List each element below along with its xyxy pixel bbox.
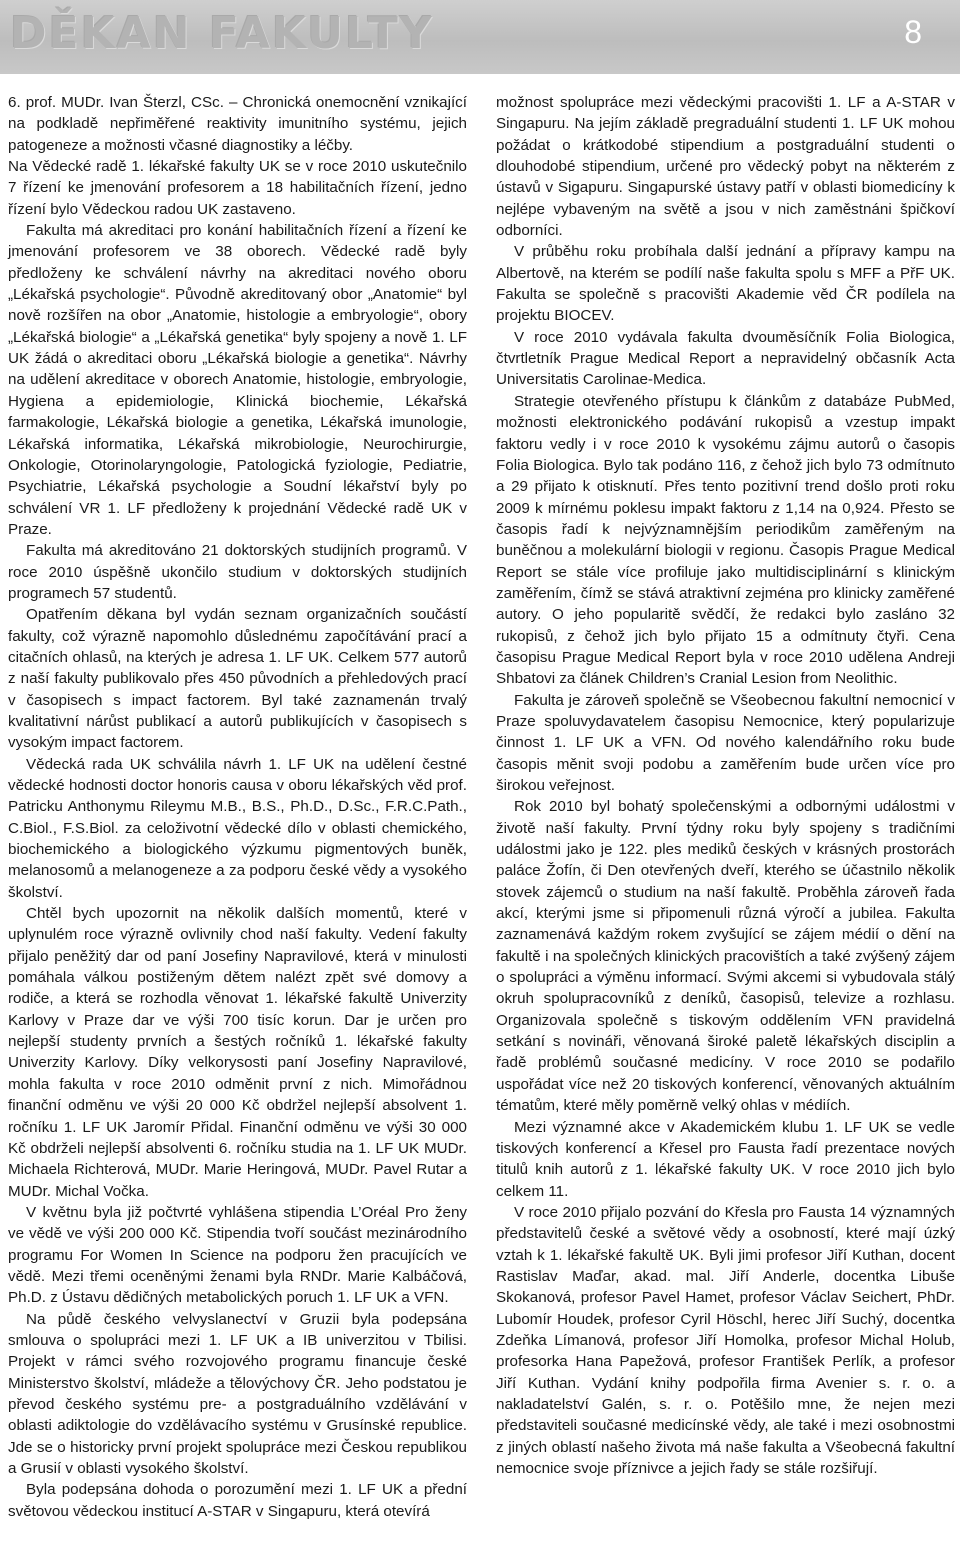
paragraph: Fakulta má akreditaci pro konání habilitačních řízení a řízení ke jmenování profesorem ve 38 oborech. Vědecké radě byly předloženy ke schválení návrhy na akreditaci nového oboru „Lékařská psychologie“. Původně akreditovaný obor „Anatomie“ byl nově rozšířen na obor „Anatomie, histologie a embryologie“, obory „Lékařská biologie“ a „Lékařská genetika“ byly spojeny a nově 1. LF UK žádá o akreditaci oboru „Lékařská biologie a genetika“. Návrhy na udělení akreditace v oborech Anatomie, histologie, embryologie, Hygiena a epidemiologie, Klinická biochemie, Lékařská farmakologie, Lékařská biologie a genetika, Lékařská imunologie, Lékařská informatika, Lékařská mikrobiologie, Neurochirurgie, Onkologie, Otorinolaryngologie, Patologická fyziologie, Pediatrie, Psychiatrie, Lékařská psychologie a Soudní lékařství byly po schválení VR 1. LF předloženy k projednání Vědecké radě UK v Praze. [8, 222, 467, 538]
paragraph: Chtěl bych upozornit na několik dalších momentů, které v uplynulém roce výrazně ovlivnily chod naší fakulty. Vedení fakulty přijalo peněžitý dar od paní Josefiny Napravilové, která v minulosti pomáhala válkou postiženým dětem nalézt zpět své domovy a rodiče, a která se rozhodla věnovat 1. lékařské fakultě Univerzity Karlovy v Praze dar ve výši 700 tisíc korun. Dar je určen pro nejlepší studenty prvních a šestých ročníků 1. lékařské fakulty Univerzity Karlovy. Díky velkorysosti paní Josefiny Napravilové, mohla fakulta v roce 2010 odměnit první z nich. Mimořádnou finanční odměnu ve výši 20 000 Kč obdržel nejlepší absolvent 1. ročníku 1. LF UK Jaromír Přidal. Finanční odměnu ve výši 30 000 Kč obdrželi nejlepší absolventi 6. ročníku studia na 1. LF UK MUDr. Michaela Richterová, MUDr. Marie Heringová, MUDr. Pavel Rutar a MUDr. Michal Vočka. [8, 905, 467, 1200]
paragraph: Rok 2010 byl bohatý společenskými a odbornými událostmi v životě naší fakulty. První týdny roku byly spojeny s tradičními událostmi jako je 122. ples mediků českých v krásných prostorách paláce Žofín, či Den otevřených dveří, kterého se účastnilo několik stovek zájemců o studium na naší fakultě. Proběhla zároveň řada akcí, kterými jsme si připomenuli různá výročí a jubilea. Fakulta zaznamenává každým rokem zvyšující se zájem médií o dění na fakultě i na společných klinických pracovištích a také zvýšený zájem o spolupráci a výměnu informací. Svými akcemi si vybudovala stálý okruh spolupracovníků z deníků, časopisů, televize a rozhlasu. Organizovala společně s tiskovým oddělením VFN pravidelná setkání s novináři, věnovaná široké paletě lékařských disciplin a řadě problémů současné medicíny. V roce 2010 se podařilo uspořádat více než 20 tiskových konferencí, věnovaných aktuálním tématům, které měly poměrně velký ohlas v médiích. [496, 798, 955, 1115]
paragraph: Mezi významné akce v Akademickém klubu 1. LF UK se vedle tiskových konferencí a Křesel pro Fausta řadí prezentace nových titulů knih autorů z 1. lékařské fakulty UK. V roce 2010 jich bylo celkem 11. [496, 1118, 955, 1200]
section-title: DĚKAN FAKULTY [10, 8, 434, 59]
paragraph: Opatřením děkana byl vydán seznam organizačních součástí fakulty, což výrazně napomohlo důslednému započítávání prací a citačních ohlasů, na kterých je adresa 1. LF UK. Celkem 577 autorů z naší fakulty publikovalo přes 450 původních a přehledových prací v časopisech s impact factorem. Byl také zaznamenán trvalý kvalitativní nárůst publikací a autorů publikujících v časopisech s vysokým impact factorem. [8, 606, 467, 752]
paragraph: V průběhu roku probíhala další jednání a přípravy kampu na Albertově, na kterém se podílí naše fakulta spolu s MFF a PřF UK. Fakulta se společně s pracovišti Akademie věd ČR podílela na projektu BIOCEV. [496, 243, 955, 325]
paragraph: Fakulta je zároveň společně se Všeobecnou fakultní nemocnicí v Praze spoluvydavatelem časopisu Nemocnice, který popularizuje činnost 1. LF UK a VFN. Od nového kalendářního roku bude časopis měnit svoji podobu a zaměřením bude určen více pro širokou veřejnost. [496, 691, 955, 794]
page-number: 8 [904, 14, 922, 50]
header-banner [0, 0, 960, 74]
paragraph: možnost spolupráce mezi vědeckými pracovišti 1. LF a A-STAR v Singapuru. Na jejím základě pregraduální studenti 1. LF UK mohou požádat o krátkodobé stipendium a postgraduální studenti o dlouhodobé stipendium, určené pro vědecký pobyt na některém z ústavů v Sigapuru. Singapurské ústavy patří v oblasti biomedicíny k nejlépe vybaveným na světě a jsou v nich zaměstnáni špičkoví odborníci. [496, 94, 955, 240]
paragraph: 6. prof. MUDr. Ivan Šterzl, CSc. – Chronická onemocnění vznikající na podkladě nepřiměřené reaktivity imunitního systému, jejich patogeneze a možnosti včasné diagnostiky a léčby. [8, 94, 467, 154]
paragraph: Na Vědecké radě 1. lékařské fakulty UK se v roce 2010 uskutečnilo 7 řízení ke jmenování profesorem a 18 habilitačních řízení, jedno řízení bylo Vědeckou radou UK zastaveno. [8, 158, 467, 218]
paragraph: Vědecká rada UK schválila návrh 1. LF UK na udělení čestné vědecké hodnosti doctor honoris causa v oboru lékařských věd prof. Patricku Anthonymu Rileymu M.B., B.S., Ph.D., D.Sc., F.R.C.Path., C.Biol., F.S.Biol. za celoživotní vědecké dílo v oblasti chemického, biochemického a biologického výzkumu pigmentových buněk, melanosomů a melanogeneze a za podporu české vědy a vysokého školství. [8, 755, 467, 901]
paragraph: V květnu byla již počtvrté vyhlášena stipendia L’Oréal Pro ženy ve vědě ve výši 200 000 Kč. Stipendia tvoří součást mezinárodního programu For Women In Science na podporu žen pracujících ve vědě. Mezi třemi oceněnými ženami byla RNDr. Marie Kalbáčová, Ph.D. z Ústavu dědičných metabolických poruch 1. LF UK a VFN. [8, 1203, 467, 1307]
paragraph: Byla podepsána dohoda o porozumění mezi 1. LF UK a přední světovou vědeckou institucí A-STAR v Singapuru, která otevírá [8, 1481, 467, 1520]
paragraph: Fakulta má akreditováno 21 doktorských studijních programů. V roce 2010 úspěšně ukončilo studium v doktorských studijních programech 57 studentů. [8, 542, 467, 602]
paragraph: V roce 2010 vydávala fakulta dvouměsíčník Folia Biologica, čtvrtletník Prague Medical Report a nepravidelný občasník Acta Universitatis Carolinae-Medica. [496, 328, 955, 389]
paragraph: V roce 2010 přijalo pozvání do Křesla pro Fausta 14 významných představitelů české a světové vědy a osobností, které mají úzký vztah k 1. lékařské fakultě UK. Byli jimi profesor Jiří Kuthan, docent Rastislav Maďar, akad. mal. Jiří Anderle, docentka Libuše Skokanová, profesor Pavel Hamet, profesor Václav Seichert, PhDr. Lubomír Houdek, profesor Cyril Höschl, herec Jiří Suchý, docentka Zdeňka Límanová, profesor Jiří Homolka, profesor Michal Holub, profesorka Hana Papežová, profesor František Perlík, a profesor Jiří Kuthan. Vydání knihy podpořila firma Avenier s. r. o. a nakladatelství Galén, s. r. o. Potěšilo mne, že nejen mezi představiteli současné medicínské vědy, ale také i mezi osobnostmi z jiných oblastí našeho života má naše fakulta a Všeobecná fakultní nemocnice svoje příznivce a jejich řady se stále rozšiřují. [496, 1203, 955, 1477]
paragraph: Strategie otevřeného přístupu k článkům z databáze PubMed, možnosti elektronického podávání rukopisů a vzestup impakt faktoru vedly i v roce 2010 k vysokému zájmu autorů o časopis Folia Biologica. Bylo tak podáno 116, z čehož jich bylo 73 odmítnuto a 29 přijato k otisknutí. Přes tento pozitivní trend došlo proti roku 2009 k mírnému poklesu impakt faktoru z 1,14 na 0,924. Přesto se časopis řadí k nejvýznamnějším periodikům zaměřeným na buněčnou a molekulární biologii v regionu. Časopis Prague Medical Report se stále více profiluje jako multidisciplinární s klinickým zaměřením, čímž se stává atraktivní zejména pro klinicky zaměřené autory. O jeho popularitě svědčí, že redakci bylo zasláno 32 rukopisů, z čehož jich bylo přijato 15 a odmítnuty čtyři. Cena časopisu Prague Medical Report byla v roce 2010 udělena Andreji Shbatovi za článek Children’s Cranial Lesion from Neolithic. [496, 392, 955, 688]
paragraph: Na půdě českého velvyslanectví v Gruzii byla podepsána smlouva o spolupráci mezi 1. LF UK a IB univerzitou v Tbilisi. Projekt v rámci svého rozvojového programu financuje české Ministerstvo školství, mládeže a tělovýchovy ČR. Jeho podstatou je převod českého systému pre- a postgraduálního vzdělávání v oblasti adiktologie do vzdělávacího systému v Grusínské republice. Jde se o historicky první projekt spolupráce mezi Českou republikou a Grusií v oblasti vysokého školství. [8, 1310, 467, 1477]
right-column [496, 92, 955, 1479]
left-column [8, 92, 467, 1522]
